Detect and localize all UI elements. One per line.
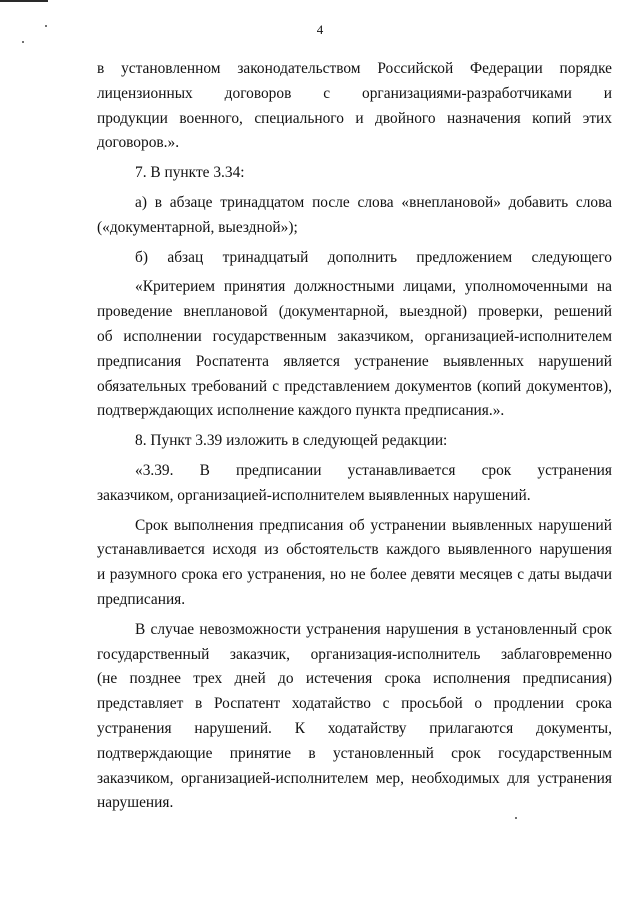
text-line: лицензионных договоров с организациями-разработчиками и <box>97 84 612 102</box>
scan-speck <box>515 817 517 819</box>
text-line: а) в абзаце тринадцатом после слова «внеплановой» добавить слова <box>135 193 612 211</box>
text-line: обязательных требований с представлением документов (копий документов), <box>97 377 612 395</box>
paragraph <box>97 618 612 816</box>
text-line: предписания. <box>97 590 186 608</box>
text-line: заказчиком, организацией-исполнителем выявленных нарушений. <box>97 486 531 504</box>
text-line: продукции военного, специального и двойного назначения копий этих <box>97 109 612 127</box>
text-line: 8. Пункт 3.39 изложить в следующей редакции: <box>135 432 448 450</box>
text-line: В случае невозможности устранения нарушения в установленный срок <box>135 620 612 638</box>
text-line: об исполнении государственным заказчиком, организацией-исполнителем <box>97 327 612 345</box>
paragraph <box>97 459 612 509</box>
page-number: 4 <box>316 22 324 37</box>
text-line: («документарной, выездной»); <box>97 218 298 236</box>
scan-edge-mark <box>0 0 48 2</box>
text-line: б) абзац тринадцатый дополнить предложением следующего <box>135 248 612 266</box>
paragraph <box>97 246 612 271</box>
text-line: 7. В пункте 3.34: <box>135 164 245 182</box>
text-line: в установленном законодательством Российской Федерации порядке <box>97 60 612 77</box>
text-line: подтверждающих исполнение каждого пункта предписания.». <box>97 402 505 420</box>
paragraph <box>97 429 612 454</box>
paragraph <box>97 191 612 241</box>
text-line: устанавливается исходя из обстоятельств каждого выявленного нарушения <box>97 541 612 559</box>
text-line: государственный заказчик, организация-исполнитель заблаговременно <box>97 645 612 663</box>
text-line: и разумного срока его устранения, но не более девяти месяцев с даты выдачи <box>97 566 612 584</box>
paragraph <box>97 161 612 186</box>
paragraph <box>97 275 612 424</box>
text-line: (не позднее трех дней до истечения срока исполнения предписания) <box>97 670 612 688</box>
text-line: представляет в Роспатент ходатайство с просьбой о продлении срока <box>97 695 612 713</box>
paragraph <box>97 514 612 613</box>
scan-speck <box>22 41 24 43</box>
text-line: подтверждающие принятие в установленный срок государственным <box>97 744 612 762</box>
text-line: устранения нарушений. К ходатайству прилагаются документы, <box>97 719 612 737</box>
text-line: договоров.». <box>97 134 180 152</box>
text-line: «Критерием принятия должностными лицами, уполномоченными на <box>135 278 612 296</box>
document-body <box>97 57 612 816</box>
text-line: Срок выполнения предписания об устранении выявленных нарушений <box>135 516 612 534</box>
text-line: проведение внеплановой (документарной, выездной) проверки, решений <box>97 303 612 321</box>
text-line: нарушения. <box>97 794 174 812</box>
text-line: предписания Роспатента является устранение выявленных нарушений <box>97 352 612 370</box>
text-line: «3.39. В предписании устанавливается срок устранения <box>135 461 612 479</box>
text-line: заказчиком, организацией-исполнителем мер, необходимых для устранения <box>97 769 612 787</box>
paragraph <box>97 57 612 156</box>
